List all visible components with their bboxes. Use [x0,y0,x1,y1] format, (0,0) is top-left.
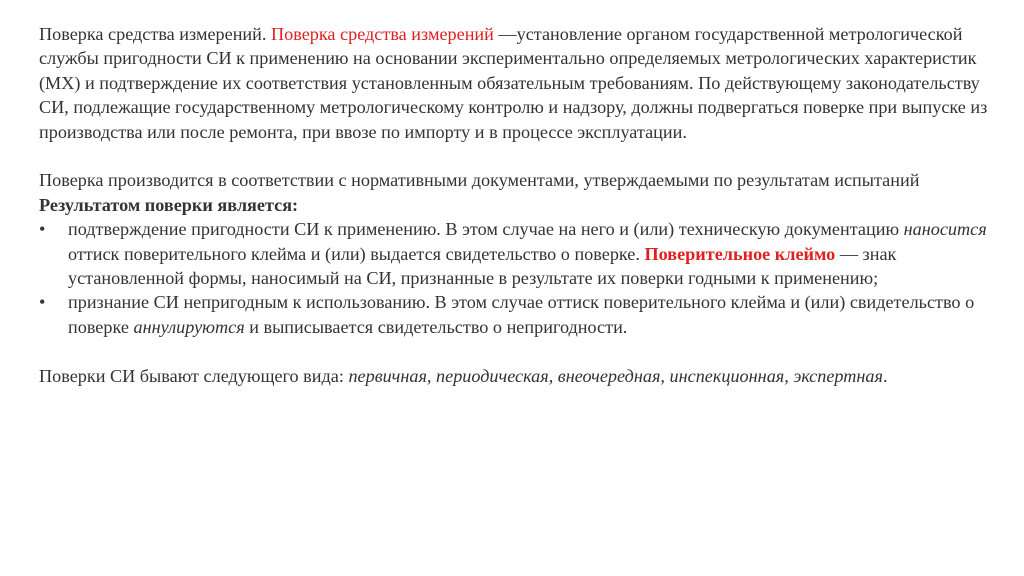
item-italic-text: аннулируются [133,316,245,337]
item-text: и выписывается свидетельство о непригодности. [244,316,628,337]
definition-paragraph [39,22,999,144]
bullet-icon: • [39,219,46,240]
bullet-icon: • [39,292,46,313]
results-heading: Результатом поверки является: [39,194,299,215]
results-list [39,217,999,339]
stamp-term: Поверительное клеймо [644,243,836,264]
types-paragraph [39,364,999,388]
list-item [39,217,999,290]
definition-lead: Поверка средства измерений. [39,24,271,44]
item-italic-text: наносится [903,219,987,240]
types-end: . [882,365,888,386]
item-text: оттиск поверительного клейма и (или) выдается свидетельство о поверке. [68,243,645,264]
item-text: признание СИ непригодным к использованию. В этом случае оттиск поверительного клейма и (или) свидетельство о поверке [68,292,975,337]
definition-text: —установление органом государственной метрологической службы пригодности СИ к применению на основании экспериментально определяемых метрологических характеристик (МХ) и подтверждение их соответствия установленным обязательным требованиям. По действующему законодательству СИ, подлежащие государственному метрологическому контролю и надзору, должны подвергаться поверке при выпуске из производства или после ремонта, при ввозе по импорту и в процессе эксплуатации. [39,24,988,142]
list-item [39,290,999,339]
spacer [39,339,999,363]
types-list: первичная, периодическая, внеочередная, инспекционная, экспертная [348,365,883,386]
normative-paragraph: Поверка производится в соответствии с нормативными документами, утверждаемыми по результатам испытаний [39,170,920,191]
slide-content [39,22,999,388]
spacer [39,144,999,168]
item-text: подтверждение пригодности СИ к применению. В этом случае на него и (или) техническую документацию [68,219,904,240]
item-text: — знак установленной формы, наносимый на СИ, признанные в результате их поверки годными к применению; [68,243,897,289]
types-lead: Поверки СИ бывают следующего вида: [39,365,349,386]
definition-term: Поверка средства измерений [271,24,494,44]
